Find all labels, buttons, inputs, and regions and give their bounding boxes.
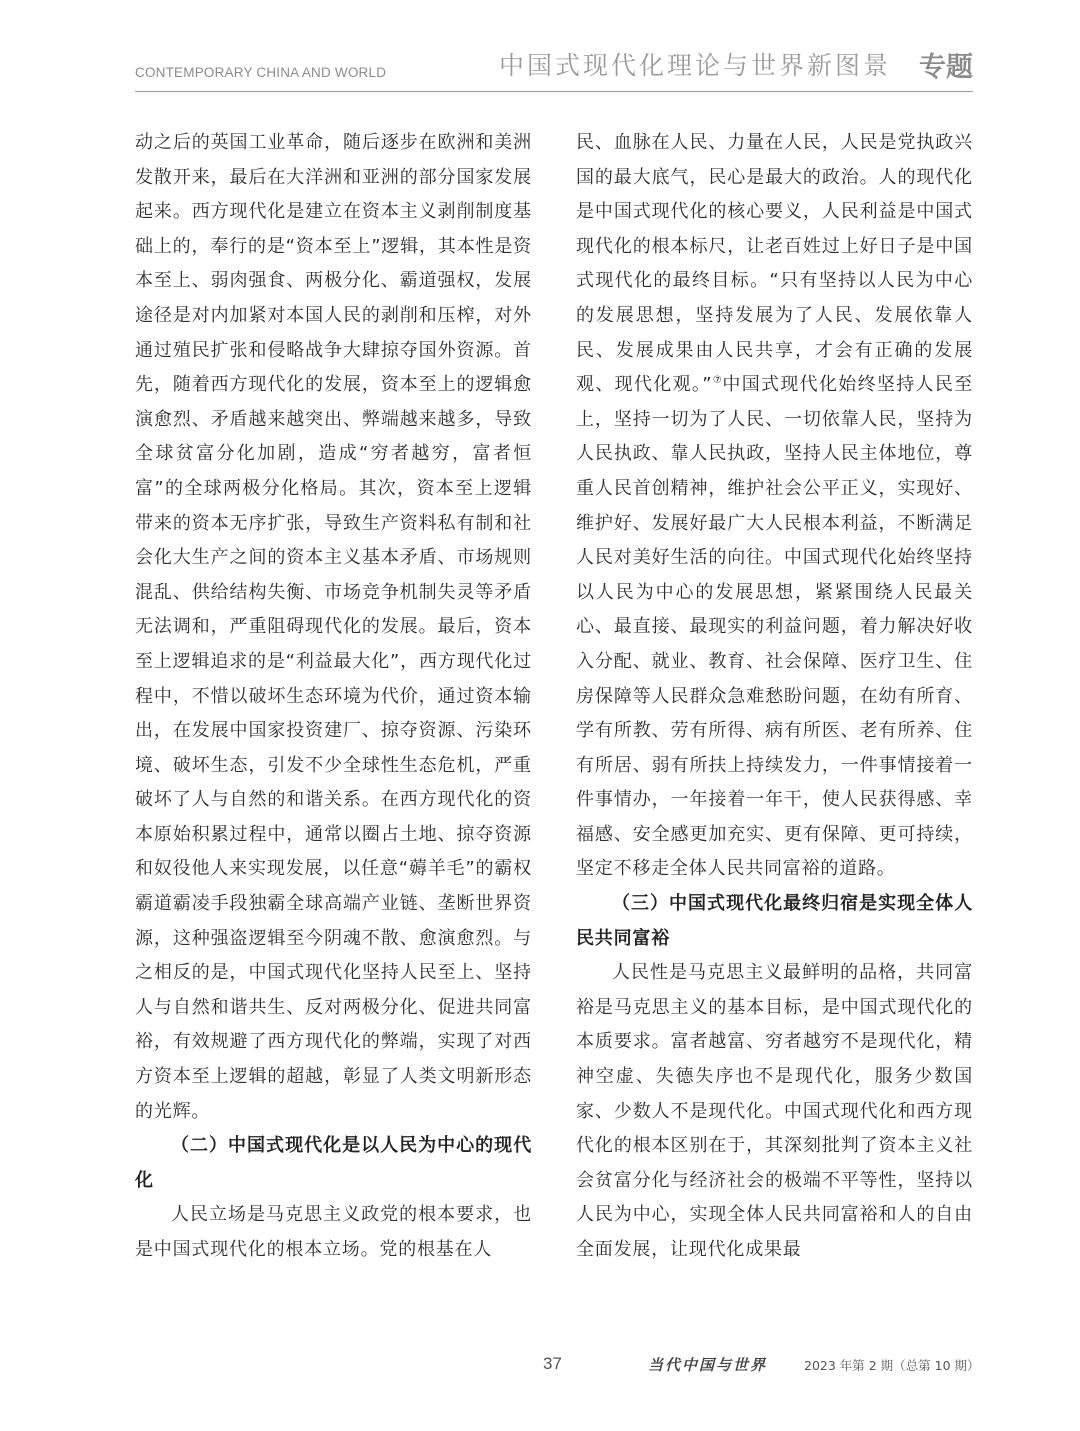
left-paragraph-2: 人民立场是马克思主义政党的根本要求，也是中国式现代化的根本立场。党的根基在人 (135, 1204, 532, 1260)
issue-info: 2023 年第 2 期（总第 10 期） (804, 1358, 980, 1373)
header-divider (135, 91, 973, 92)
right-paragraph-1 (576, 126, 973, 887)
journal-name: 当代中国与世界 (648, 1356, 768, 1374)
header-english-title: CONTEMPORARY CHINA AND WORLD (135, 65, 387, 80)
right-paragraph-1-part-1: 民、血脉在人民、力量在人民，人民是党执政兴国的最大底气，民心是最大的政治。人的现代化是中国式现代化的核心要义，人民利益是中国式现代化的根本标尺，让老百姓过上好日子是中国式现代化的最终目标。“只有坚持以人民为中心的发展思想，坚持发展为了人民、发展依靠人民、发展成果由人民共享，才会有正确的发展观、现代化观。” (576, 132, 973, 396)
right-column (576, 126, 973, 1268)
running-header (135, 48, 973, 92)
footnote-marker[interactable]: ⑦ (712, 375, 723, 387)
page-number: 37 (543, 1354, 562, 1373)
header-section-tag: 专题 (919, 52, 973, 83)
section-heading-3: （三）中国式现代化最终归宿是实现全体人民共同富裕 (576, 893, 973, 949)
section-heading-2: （二）中国式现代化是以人民为中心的现代化 (135, 1135, 532, 1191)
right-paragraph-2: 人民性是马克思主义最鲜明的品格，共同富裕是马克思主义的基本目标，是中国式现代化的本质要求。富者越富、穷者越穷不是现代化，精神空虚、失德失序也不是现代化，服务少数国家、少数人不是现代化。中国式现代化和西方现代化的根本区别在于，其深刻批判了资本主义社会贫富分化与经济社会的极端不平等性，坚持以人民为中心，实现全体人民共同富裕和人的自由全面发展，让现代化成果最 (576, 962, 973, 1260)
page-footer (0, 1352, 1080, 1382)
left-paragraph-1: 动之后的英国工业革命，随后逐步在欧洲和美洲发散开来，最后在大洋洲和亚洲的部分国家发展起来。西方现代化是建立在资本主义剥削制度基础上的，奉行的是“资本至上”逻辑，其本性是资本至上、弱肉强食、两极分化、霸道强权，发展途径是对内加紧对本国人民的剥削和压榨，对外通过殖民扩张和侵略战争大肆掠夺国外资源。首先，随着西方现代化的发展，资本至上的逻辑愈演愈烈、矛盾越来越突出、弊端越来越多，导致全球贫富分化加剧，造成“穷者越穷，富者恒富”的全球两极分化格局。其次，资本至上逻辑带来的资本无序扩张，导致生产资料私有制和社会化大生产之间的资本主义基本矛盾、市场规则混乱、供给结构失衡、市场竞争机制失灵等矛盾无法调和，严重阻碍现代化的发展。最后，资本至上逻辑追求的是“利益最大化”，西方现代化过程中，不惜以破坏生态环境为代价，通过资本输出，在发展中国家投资建厂、掠夺资源、污染环境、破坏生态，引发不少全球性生态危机，严重破坏了人与自然的和谐关系。在西方现代化的资本原始积累过程中，通常以圈占土地、掠夺资源和奴役他人来实现发展，以任意“薅羊毛”的霸权霸道霸凌手段独霸全球高端产业链、垄断世界资源，这种强盗逻辑至今阴魂不散、愈演愈烈。与之相反的是，中国式现代化坚持人民至上、坚持人与自然和谐共生、反对两极分化、促进共同富裕，有效规避了西方现代化的弊端，实现了对西方资本至上逻辑的超越，彰显了人类文明新形态的光辉。 (135, 132, 532, 1122)
left-column (135, 126, 532, 1268)
header-chinese-title: 中国式现代化理论与世界新图景 (498, 51, 891, 80)
right-paragraph-1-part-2: 中国式现代化始终坚持人民至上，坚持一切为了人民、一切依靠人民，坚持为人民执政、靠人民执政，坚持人民主体地位，尊重人民首创精神，维护社会公平正义，实现好、维护好、发展好最广大人民根本利益，不断满足人民对美好生活的向往。中国式现代化始终坚持以人民为中心的发展思想，紧紧围绕人民最关心、最直接、最现实的利益问题，着力解决好收入分配、就业、教育、社会保障、医疗卫生、住房保障等人民群众急难愁盼问题，在幼有所育、学有所教、劳有所得、病有所医、老有所养、住有所居、弱有所扶上持续发力，一件事情接着一件事情办，一年接着一年干，使人民获得感、幸福感、安全感更加充实、更有保障、更可持续，坚定不移走全体人民共同富裕的道路。 (576, 374, 973, 880)
